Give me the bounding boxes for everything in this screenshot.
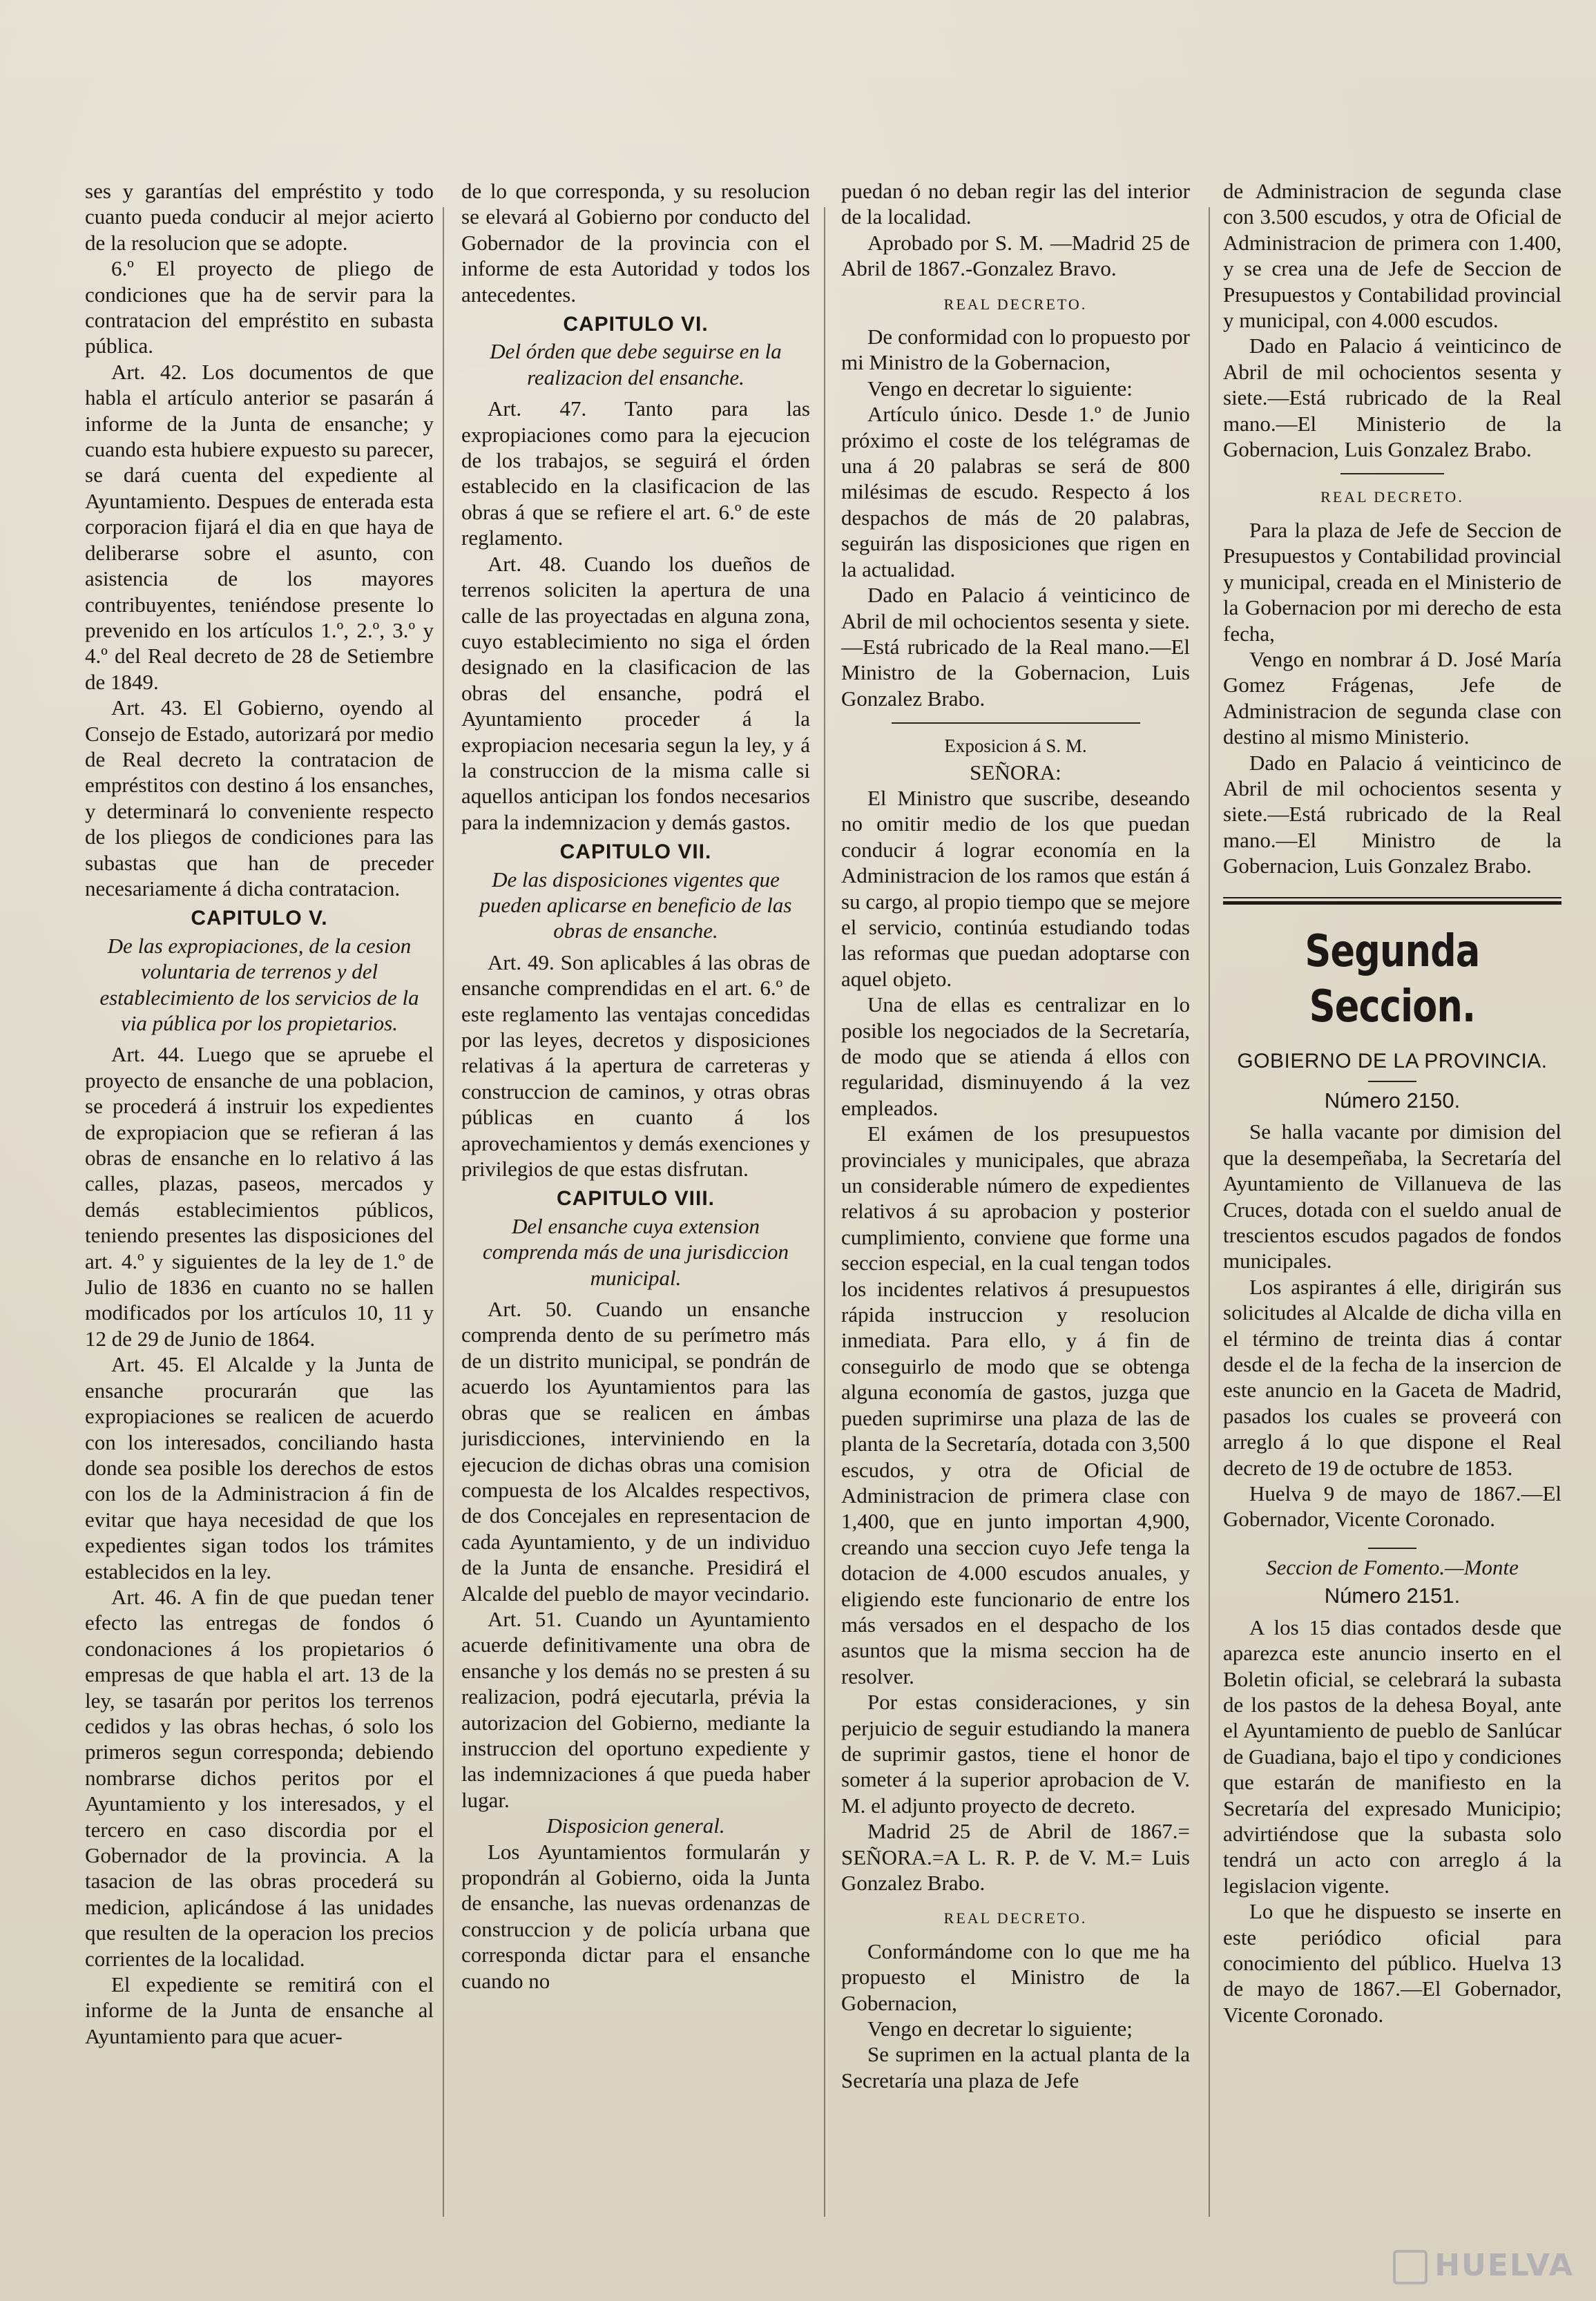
- department-heading: GOBIERNO DE LA PROVINCIA.: [1237, 1049, 1548, 1072]
- paragraph: El Ministro que suscribe, deseando no omitir medio de los que puedan conducir á lograr economía en la Administracion de los ramos que están á su cargo, al propio tiempo que se mejore el servicio, continúa estudiando todas las reformas que puedan adoptarse con aquel objeto.: [841, 785, 1190, 991]
- paragraph: de Administracion de segunda clase con 3.500 escudos, y otra de Oficial de Administracion de primera con 1.400, y se crea una de Jefe de Seccion de Presupuestos y Contabilidad provincial y municipal, con 4.000 escudos.: [1223, 179, 1561, 333]
- paragraph: ses y garantías del empréstito y todo cuanto pueda conducir al mejor acierto de la resolucion que se adopte.: [85, 179, 434, 255]
- column-2: [461, 178, 810, 2215]
- exposition-heading: Exposicion á S. M.: [944, 735, 1087, 757]
- column-1: [85, 178, 434, 2215]
- chapter-subtitle: De las expropiaciones, de la cesion voluntaria de terrenos y del establecimiento de los servicios de la via pública por los propietarios.: [99, 933, 419, 1035]
- separator: [1368, 1081, 1416, 1082]
- article-49: Art. 49. Son aplicables á las obras de ensanche comprendidas en el art. 6.º de este reglamento las ventajas concedidas por las leyes, decretos y disposiciones relativas á la apertura de carreteras y construccion de caminos, y otras obras públicas en cuanto á los aprovechamientos y demás exenciones y privilegios de que estas disfrutan.: [461, 950, 810, 1182]
- column-divider: [1209, 207, 1210, 2217]
- chapter-heading: CAPITULO VI.: [563, 313, 709, 336]
- paragraph: Vengo en decretar lo siguiente;: [867, 2016, 1133, 2041]
- salutation: SEÑORA:: [970, 760, 1061, 784]
- paragraph: Dado en Palacio á veinticinco de Abril de mil ochocientos sesenta y siete.—Está rubricado de la Real mano.—El Ministerio de la Gobernacion, Luis Gonzalez Brabo.: [1223, 334, 1561, 462]
- column-3: [841, 178, 1190, 2215]
- paragraph: Los Ayuntamientos formularán y propondrán al Gobierno, oida la Junta de ensanche, las nuevas ordenanzas de construccion y de policía urbana que corresponda dictar para el ensanche cuando no: [461, 1839, 810, 1993]
- section-title: Segunda Seccion.: [1305, 925, 1480, 1032]
- article-42: Art. 42. Los documentos de que habla el artículo anterior se pasarán á informe de la Junta de ensanche; y cuando esta hubiere expuesto su parecer, se dará cuenta del expediente al Ayuntamiento. Despues de enterada esta corporacion fijará el dia en que haya de deliberarse sobre el asunto, con asistencia de los mayores contribuyentes, teniéndose presente lo prevenido en los artículos 1.º, 2.º, 3.º y 4.º del Real decreto de 28 de Setiembre de 1849.: [85, 359, 434, 694]
- paragraph: Huelva 9 de mayo de 1867.—El Gobernador, Vicente Coronado.: [1223, 1481, 1561, 1532]
- column-divider: [443, 207, 444, 2217]
- column-divider: [824, 207, 825, 2217]
- chapter-subtitle: Del ensanche cuya extension comprenda más de una jurisdiccion municipal.: [482, 1213, 789, 1290]
- chapter-subtitle: Del órden que debe seguirse en la realizacion del ensanche.: [490, 339, 782, 389]
- decree-heading: REAL DECRETO.: [943, 295, 1088, 313]
- paragraph: Para la plaza de Jefe de Seccion de Presupuestos y Contabilidad provincial y municipal, creada en el Ministerio de la Gobernacion por mi derecho de esta fecha,: [1223, 517, 1561, 646]
- paragraph: puedan ó no deban regir las del interior de la localidad.: [841, 179, 1190, 229]
- watermark-text: HUELVA: [1434, 2248, 1574, 2283]
- paragraph: El exámen de los presupuestos provinciales y municipales, que abraza un considerable número de expedientes relativos á su aprobacion y posterior cumplimiento, conviene que forme una seccion especial, en la cual tengan todos los incidentes relativos á presupuestos rápida instruccion y resolucion inmediata. Para ello, y á fin de conseguirlo de modo que se obtenga alguna economía de gastos, juzga que pueden suprimirse una plaza de las de planta de la Secretaría, dotada con 3,500 escudos, y otra de Oficial de Administracion de primera clase con 1,400, que en junto importan 4,900, creando una seccion cuyo Jefe tenga la dotacion de 4.000 escudos anuales, y eligiendo este funcionario de entre los más versados en el despacho de los asuntos que la misma seccion ha de resolver.: [841, 1121, 1190, 1688]
- paragraph: Artículo único. Desde 1.º de Junio próximo el coste de los telégramas de una á 20 palabras se será de 800 milésimas de escudo. Respecto á los despachos de más de 20 palabras, seguirán las disposiciones que rigen en la actualidad.: [841, 402, 1190, 581]
- section-heading: Seccion de Fomento.—Monte: [1266, 1554, 1519, 1579]
- notice-number: Número 2151.: [1324, 1583, 1461, 1608]
- decree-heading: REAL DECRETO.: [1320, 488, 1464, 506]
- article-50: Art. 50. Cuando un ensanche comprenda dento de su perímetro más de un distrito municipal, se pondrán de acuerdo los Ayuntamientos para las obras que se realicen en ámbas jurisdicciones, interviniendo en la ejecucion de dichas obras una comision compuesta de los Alcaldes respectivos, de dos Concejales en representacion de cada Ayuntamiento, y de un individuo de la Junta de ensanche. Presidirá el Alcalde del pueblo de mayor vecindario.: [461, 1297, 810, 1606]
- section-divider: [1223, 897, 1561, 905]
- paragraph: Los aspirantes á elle, dirigirán sus solicitudes al Alcalde de dicha villa en el término de treinta dias á contar desde el de la fecha de la insercion de este anuncio en la Gaceta de Madrid, pasados los cuales se proveerá con arreglo á lo que dispone el Real decreto de 19 de octubre de 1853.: [1223, 1274, 1561, 1480]
- separator: [1368, 1548, 1416, 1549]
- paragraph: Madrid 25 de Abril de 1867.= SEÑORA.=A L. R. P. de V. M.= Luis Gonzalez Brabo.: [841, 1819, 1190, 1895]
- article-44: Art. 44. Luego que se apruebe el proyecto de ensanche de una poblacion, se procederá á instruir los expedientes de expropiacion que se refieran á las obras de ensanche en lo relativo á las calles, plazas, paseos, mercados y demás establecimientos públicos, teniendo presentes las disposiciones del art. 4.º y siguientes de la ley de 1.º de Julio de 1836 en cuanto no se hallen modificados por los artículos 10, 11 y 12 de 29 de Junio de 1864.: [85, 1042, 434, 1351]
- notice-number: Número 2150.: [1324, 1088, 1461, 1113]
- paragraph: A los 15 dias contados desde que aparezca este anuncio inserto en el Boletin oficial, se celebrará la subasta de los pastos de la dehesa Boyal, ante el Ayuntamiento de pueblo de Sanlúcar de Guadiana, bajo el tipo y condiciones que estarán de manifiesto en la Secretaría del expresado Municipio; advirtiéndose que la subasta solo tendrá un acto con arreglo á la legislacion vigente.: [1223, 1615, 1561, 1898]
- section-heading: Disposicion general.: [546, 1813, 725, 1838]
- paragraph: Dado en Palacio á veinticinco de Abril de mil ochocientos sesenta y siete.—Está rubricado de la Real mano.—El Ministro de la Gobernacion, Luis Gonzalez Brabo.: [841, 583, 1190, 711]
- paragraph: Por estas consideraciones, y sin perjuicio de seguir estudiando la manera de suprimir gastos, tiene el honor de someter á la superior aprobacion de V. M. el adjunto proyecto de decreto.: [841, 1690, 1190, 1818]
- paragraph: de lo que corresponda, y su resolucion se elevará al Gobierno por conducto del Gobernador de la provincia con el informe de esta Autoridad y todos los antecedentes.: [461, 179, 810, 307]
- archive-logo-icon: [1393, 2250, 1427, 2284]
- chapter-heading: CAPITULO VII.: [559, 840, 712, 864]
- article-46: Art. 46. A fin de que puedan tener efecto las entregas de fondos ó condonaciones á los propietarios ó empresas de que habla el art. 13 de la ley, se tasarán por peritos los terrenos cedidos y las obras hechas, ó solo los primeros segun corresponda; debiendo nombrarse dichos peritos por el Ayuntamiento y los interesados, y el tercero en caso discordia por el Gobernador de la provincia. A la tasacion de las obras procederá su medicion, aplicándose á las unidades que resulten de la operacion los precios corrientes de la localidad.: [85, 1584, 434, 1971]
- article-45: Art. 45. El Alcalde y la Junta de ensanche procurarán que las expropiaciones se realicen de acuerdo con los interesados, conciliando hasta donde sea posible los derechos de estos con los de la Administracion á fin de evitar que haya necesidad de que los expedientes sigan todos los trámites establecidos en la ley.: [85, 1352, 434, 1583]
- archive-watermark: [1393, 2248, 1574, 2284]
- decree-heading: REAL DECRETO.: [943, 1909, 1088, 1927]
- article-51: Art. 51. Cuando un Ayuntamiento acuerde definitivamente una obra de ensanche y los demás no se presten á su realizacion, podrá ejecutarla, prévia la autorizacion del Gobierno, mediante la instruccion del oportuno expediente y las indemnizaciones á que pueda haber lugar.: [461, 1606, 810, 1812]
- paragraph: Se suprimen en la actual planta de la Secretaría una plaza de Jefe: [841, 2042, 1190, 2092]
- article-43: Art. 43. El Gobierno, oyendo al Consejo de Estado, autorizará por medio de Real decreto la contratacion de empréstitos con destino á los ensanches, y determinará lo conveniente respecto de los pliegos de condiciones para las subastas que han de preceder necesariamente á dicha contratacion.: [85, 695, 434, 901]
- separator: [892, 722, 1140, 724]
- chapter-heading: CAPITULO V.: [191, 907, 328, 930]
- paragraph: Lo que he dispuesto se inserte en este periódico oficial para conocimiento del público. Huelva 13 de mayo de 1867.—El Gobernador, Vicente Coronado.: [1223, 1899, 1561, 2027]
- paragraph: Conformándome con lo que me ha propuesto el Ministro de la Gobernacion,: [841, 1938, 1190, 2015]
- paragraph: Se halla vacante por dimision del que la desempeñaba, la Secretaría del Ayuntamiento de Villanueva de las Cruces, dotada con el sueldo anual de trescientos escudos pagados de fondos municipales.: [1223, 1119, 1561, 1273]
- paragraph: Una de ellas es centralizar en lo posible los negociados de la Secretaría, de modo que se atienda á ellos con regularidad, disminuyendo á la vez empleados.: [841, 992, 1190, 1120]
- column-4: [1223, 178, 1561, 2215]
- paragraph: 6.º El proyecto de pliego de condiciones que ha de servir para la contratacion del empréstito en subasta pública.: [85, 256, 434, 358]
- chapter-subtitle: De las disposiciones vigentes que pueden aplicarse en beneficio de las obras de ensanche.: [479, 867, 792, 943]
- paragraph: De conformidad con lo propuesto por mi Ministro de la Gobernacion,: [841, 325, 1190, 375]
- separator: [1340, 473, 1444, 474]
- chapter-heading: CAPITULO VIII.: [556, 1187, 715, 1211]
- paragraph: Aprobado por S. M. —Madrid 25 de Abril de 1867.-Gonzalez Bravo.: [841, 230, 1190, 281]
- paragraph: Vengo en decretar lo siguiente:: [867, 376, 1133, 401]
- paragraph: El expediente se remitirá con el informe de la Junta de ensanche al Ayuntamiento para que acuer-: [85, 1972, 434, 2048]
- paragraph: Dado en Palacio á veinticinco de Abril de mil ochocientos sesenta y siete.—Está rubricado de la Real mano.—El Ministro de la Gobernacion, Luis Gonzalez Brabo.: [1223, 750, 1561, 878]
- article-47: Art. 47. Tanto para las expropiaciones como para la ejecucion de los trabajos, se seguirá el órden establecido en la clasificacion de las obras á que se refiere el art. 6.º de este reglamento.: [461, 396, 810, 550]
- paragraph: Vengo en nombrar á D. José María Gomez Frágenas, Jefe de Administracion de segunda clase con destino al mismo Ministerio.: [1223, 646, 1561, 749]
- article-48: Art. 48. Cuando los dueños de terrenos soliciten la apertura de una calle de las proyectadas en alguna zona, cuyo establecimiento no siga el órden designado en la clasificacion de las obras del ensanche, podrá el Ayuntamiento proceder á la expropiacion necesaria segun la ley, y á la construccion de la misma calle si aquellos anticipan los fondos necesarios para la indemnizacion y demás gastos.: [461, 551, 810, 834]
